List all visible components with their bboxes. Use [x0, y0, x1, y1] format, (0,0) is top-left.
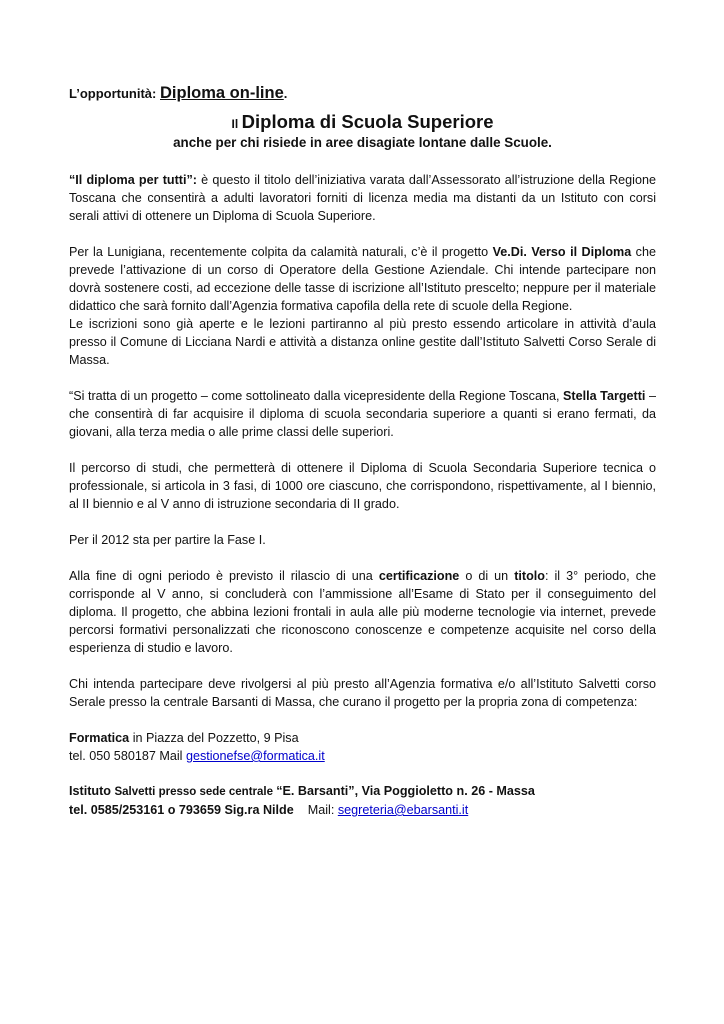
- p6-t3: : il 3° periodo, che corrisponde al V anno, si concluderà con l’ammissione all’Esame di Stato per il conseguimento del diploma. Il progetto, che abbina lezioni frontali in aula alle più moderne tecnologie via internet, prevede percorsi formativi personalizzati che riconoscono conoscenze e competenze acquisite nel corso della esperienza di studio e lavoro.: [69, 569, 657, 655]
- p6-t1: Alla fine di ogni periodo è previsto il rilascio di una: [69, 569, 379, 583]
- contact2-email-link[interactable]: segreteria@ebarsanti.it: [337, 803, 469, 817]
- contact1-address: in Piazza del Pozzetto, 9 Pisa: [129, 731, 299, 745]
- intro-label: L’opportunità:: [69, 86, 157, 101]
- title-main: Diploma di Scuola Superiore: [241, 111, 494, 132]
- p6-b2: titolo: [514, 569, 545, 583]
- p1-bold: “Il diploma per tutti”:: [69, 173, 197, 187]
- intro-headline: Diploma on-line: [160, 84, 284, 102]
- contact1-tel: tel. 050 580187 Mail: [69, 749, 186, 763]
- paragraph-7: Chi intenda partecipare deve rivolgersi al più presto all’Agenzia formativa e/o all’Istituto Salvetti corso Serale presso la centrale Barsanti di Massa, che curano il progetto per la propria zona di competenza:: [69, 677, 656, 709]
- p2-t2: che prevede l’attivazione di un corso di Operatore della Gestione Aziendale. Chi intende partecipare non dovrà sostenere costi, ad eccezione delle tasse di iscrizione all’Istituto prescelto; neppure per il materiale didattico che sarà fornito dall’Agenzia formativa capofila della rete di scuole della Regione.: [69, 245, 656, 313]
- document-page: [69, 84, 656, 836]
- p2-b1: Ve.Di. Verso il Diploma: [492, 245, 632, 259]
- contact2-b3: “E. Barsanti”, Via Poggioletto n. 26 - Massa: [276, 784, 535, 798]
- contact2-b1: Istituto: [69, 784, 115, 798]
- paragraph-3: [69, 387, 656, 441]
- contact2-line2: [69, 801, 656, 819]
- p6-b1: certificazione: [378, 569, 460, 583]
- contact1-line2: [69, 747, 656, 765]
- contact2-line1: [69, 782, 656, 801]
- paragraph-5: Per il 2012 sta per partire la Fase I.: [69, 533, 266, 547]
- intro-dot: .: [283, 86, 288, 101]
- p2-t3: Le iscrizioni sono già aperte e le lezioni partiranno al più presto essendo articolare in attività d’aula presso il Comune di Licciana Nardi e attività a distanza online gestite dall’Istituto Salvetti Corso Serale di Massa.: [69, 317, 656, 367]
- paragraph-1: [69, 171, 656, 225]
- contact1-line1: [69, 729, 656, 747]
- document-subtitle: anche per chi risiede in aree disagiate lontane dalle Scuole.: [173, 135, 552, 150]
- p6-t2: o di un: [459, 569, 515, 583]
- contact1-name: Formatica: [69, 731, 130, 745]
- p3-b1: Stella Targetti: [563, 389, 646, 403]
- contact-formatica: [69, 729, 656, 765]
- contact2-b2: Salvetti presso sede centrale: [114, 786, 277, 798]
- contact2-mail-label: Mail:: [293, 803, 338, 817]
- p3-t1: “Si tratta di un progetto – come sottolineato dalla vicepresidente della Regione Toscana,: [69, 389, 564, 403]
- title-prefix: Il: [231, 117, 239, 131]
- p1-text: è questo il titolo dell’iniziativa varata dall’Assessorato all’istruzione della Regione Toscana che consentirà a adulti lavoratori forniti di licenza media ma distanti da un Istituto con corsi serali attivi di ottenere un Diploma di Scuola Superiore.: [69, 173, 656, 223]
- intro-line: [69, 84, 656, 103]
- contact-istituto: [69, 782, 656, 819]
- p3-t2: – che consentirà di far acquisire il diploma di scuola secondaria superiore a quanti si erano fermati, da giovani, alla terza media o alle prime classi delle superiori.: [69, 389, 656, 439]
- document-title: [69, 111, 656, 135]
- paragraph-6: [69, 567, 656, 657]
- contact2-tel: tel. 0585/253161 o 793659 Sig.ra Nilde: [69, 803, 294, 817]
- contact1-email-link[interactable]: gestionefse@formatica.it: [185, 749, 325, 763]
- paragraph-2: [69, 243, 656, 369]
- paragraph-4: Il percorso di studi, che permetterà di ottenere il Diploma di Scuola Secondaria Superiore tecnica o professionale, si articola in 3 fasi, di 1000 ore ciascuno, che corrispondono, rispettivamente, al I biennio, al II biennio e al V anno di istruzione secondaria di II grado.: [69, 461, 656, 511]
- p2-t1: Per la Lunigiana, recentemente colpita da calamità naturali, c’è il progetto: [69, 245, 493, 259]
